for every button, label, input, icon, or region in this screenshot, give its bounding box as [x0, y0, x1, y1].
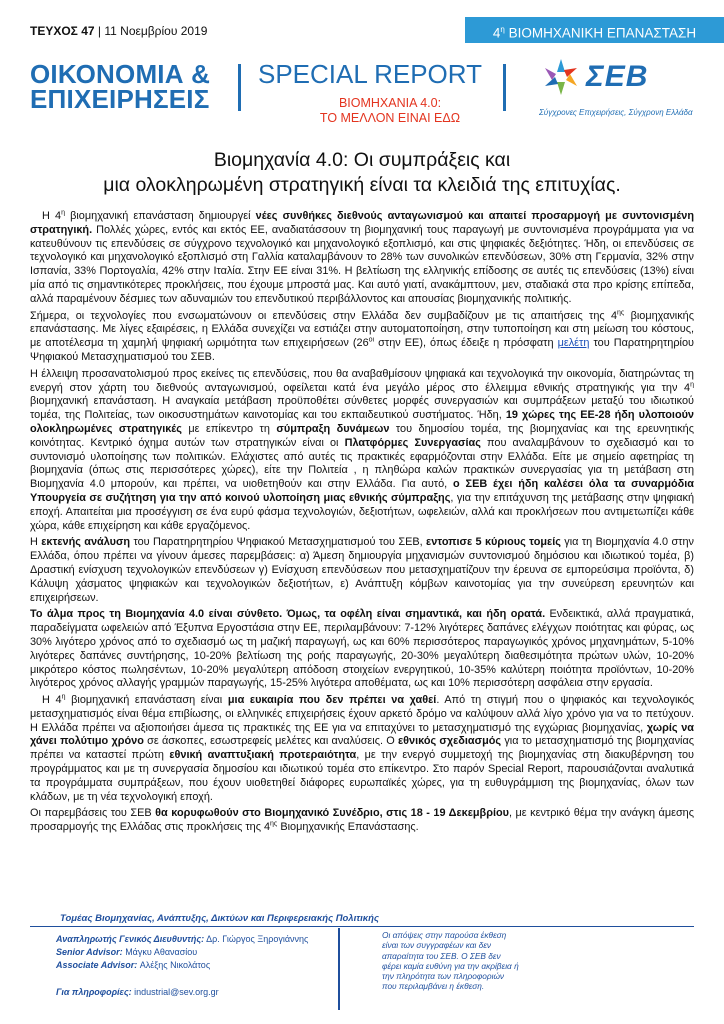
- magazine-title: [30, 59, 211, 114]
- contact-row: Για πληροφορίες: industrial@sev.org.gr: [56, 987, 219, 997]
- paragraph-7: Οι παρεμβάσεις του ΣΕΒ θα κορυφωθούν στο Βιομηχανικό Συνέδριο, στις 18 - 19 Δεκεμβρίου, με κεντρικό θέμα την ανάγκη άμεσης προσαρμογής της Ελλάδας στις προκλήσεις της $4^{\eta\varsigma}$ Βιομηχανικής Επανάστασης.: [30, 807, 694, 834]
- sev-logo-tagline: Σύγχρονες Επιχειρήσεις, Σύγχρονη Ελλάδα: [539, 108, 693, 117]
- special-report-heading: SPECIAL REPORT: [258, 59, 482, 89]
- section-tag: [465, 17, 724, 43]
- article-title: [40, 148, 684, 198]
- footer-section-title: Τομέας Βιομηχανίας, Ανάπτυξης, Δικτύων και Περιφερειακής Πολιτικής: [60, 913, 379, 924]
- divider-bar-right: [503, 64, 506, 111]
- contact-email[interactable]: industrial@sev.org.gr: [131, 987, 219, 997]
- tag-text: ΒΙΟΜΗΧΑΝΙΚΗ ΕΠΑΝΑΣΤΑΣΗ: [504, 25, 697, 41]
- paragraph-6: Η $4^\eta$ βιομηχανική επανάσταση είναι μια ευκαιρία που δεν πρέπει να χαθεί. Από τη στιγμή που ο ψηφιακός και τεχνολογικός μετασχηματισμός είναι θέμα επιβίωσης, οι ελληνικές επιχειρήσεις έχουν αρκετό δρόμο να καλύψουν αλλά λίγο χρόνο για να το πετύχουν. Η Ελλάδα πρέπει να αξιοποιήσει άμεσα τις πρακτικές της ΕΕ για να επιταχύνει το μετασχηματισμό της εγχώριας βιομηχανίας, χωρίς να χάνει πολύτιμο χρόνο σε άσκοπες, εσωστρεφείς μελέτες και αναλύσεις. Ο εθνικός σχεδιασμός για το μετασχηματισμό της βιομηχανίας πρέπει να καταστεί πρώτη εθνική αναπτυξιακή προτεραιότητα, με την ενεργό συμμετοχή της βιομηχανίας στη διακυβέρνηση του προγράμματος και με τη συνεργασία δημοσίου και ιδιωτικού τομέα στο επίκεντρο. Στο παρόν Special Report, παρουσιάζονται αναλυτικά τα προγράμματα συμπράξεων, που έχουν υιοθετηθεί διάφορες ευρωπαϊκές χώρες, για τη ευθυγράμμιση της βιομηχανίας, όλων των κλάδων, με τη νέα τεχνολογική εποχή.: [30, 693, 695, 803]
- issue-info: [30, 24, 207, 38]
- report-subtitle: [300, 96, 480, 126]
- article-body: [30, 210, 694, 838]
- issue-date: | 11 Νοεμβρίου 2019: [97, 24, 208, 38]
- magazine-title-line2: ΕΠΙΧΕΙΡΗΣΕΙΣ: [30, 84, 210, 114]
- paragraph-2: Σήμερα, οι τεχνολογίες που ενσωματώνουν οι επενδύσεις στην Ελλάδα δεν συμβαδίζουν με τις απαιτήσεις της $4^{\eta\varsigma}$ βιομηχανικής επανάστασης. Με λίγες εξαιρέσεις, η Ελλάδα συνεχίζει να εστιάζει στην αυτοματοποίηση, στην τυποποίηση και στη μείωση του κόστους, με αποτέλεσμα τη χαμηλή ψηφιακή ωριμότητα των επιχειρήσεων ($26^{o\iota}$ στην ΕΕ), όπως έδειξε η πρόσφατη μελέτη του Παρατηρητηρίου Ψηφιακού Μετασχηματισμού του ΣΕΒ.: [30, 308, 694, 363]
- tag-number: 4: [492, 25, 501, 41]
- article-title-line2: μια ολοκληρωμένη στρατηγική είναι τα κλειδιά της επιτυχίας.: [103, 174, 621, 196]
- issue-label: ΤΕΥΧΟΣ 47: [30, 24, 95, 38]
- study-link[interactable]: μελέτη: [557, 337, 590, 350]
- sev-logo-text: ΣΕΒ: [586, 60, 649, 93]
- paragraph-4: Η εκτενής ανάλυση του Παρατηρητηρίου Ψηφιακού Μετασχηματισμού του ΣΕΒ, εντοπισε 5 κύριους τομείς για τη Βιομηχανία 4.0 στην Ελλάδα, όπου πρέπει να γίνουν άμεσες παρεμβάσεις: α) Άμεση δημιουργία μηχανισμών συντονισμού δημόσιου και ιδιωτικού τομέα, β) Δραστική ενίσχυση τεχνολογικών επενδύσεων γ) Ενίσχυση επενδύσεων που μετασχηματίζουν την έρευνα σε εμπορεύσιμα προϊόντα, δ) Κάλυψη χάσματος ψηφιακών και τεχνολογικών δεξιοτήτων, ε) Ανάπτυξη κόμβων καινοτομίας για την συνεύρεση ερευνητών και επιχειρήσεων.: [30, 536, 694, 604]
- footer-credits: [56, 933, 308, 999]
- paragraph-1: Η $4^\eta$ βιομηχανική επανάσταση δημιουργεί νέες συνθήκες διεθνούς ανταγωνισμού και απαιτεί προσαρμογή με συντονισμένη στρατηγική. Πολλές χώρες, εντός και εκτός ΕΕ, αναδιατάσσουν τη βιομηχανική τους παραγωγή με συντονισμένα προγράμματα για να κατευθύνουν τις επενδύσεις σε σύγχρονο τεχνολογικό και μηχανολογικό εξοπλισμό, και στις ψηφιακές δεξιότητες. Ήδη, οι επενδύσεις σε τεχνολογικό και μηχανολογικό εξοπλισμό στη Γαλλία καταλαμβάνουν το 28% των συνολικών επενδύσεων, 30% στη Γερμανία, 32% στην Ισπανία, 33% Πορτογαλία, 42% στην Ιταλία. Στην ΕΕ είναι 31%. Η βελτίωση της ελληνικής επίδοσης σε αυτές τις επενδύσεις (13%) είναι μία από τις σημαντικότερες προκλήσεις, που έχουμε μπροστά μας. Και αυτό γιατί, ανακάμπτουν, μεν, σταδιακά στα προ κρίσης επίπεδα, αλλά παραμένουν δέσμιες των αδυναμιών του επενδυτικού περιβάλλοντος και απουσίας βιομηχανικής πολιτικής.: [30, 209, 695, 305]
- credit-row: Associate Advisor: Αλέξης Νικολάτος: [56, 960, 211, 970]
- paragraph-5: Το άλμα προς τη Βιομηχανία 4.0 είναι σύνθετο. Όμως, τα οφέλη είναι σημαντικά, και ήδη ορατά. Ενδεικτικά, αλλά πραγματικά, παραδείγματα ωφελειών από Έξυπνα Εργοστάσια στην ΕΕ, περιλαμβάνουν: 7-12% λιγότερες δαπάνες ελέγχων ποιότητας και φύρας, ως 30% λιγότερο χρόνος από το σχεδιασμό ως τη μαζική παραγωγή, ως και 60% περισσότερος παραγωγικός χρόνος μηχανημάτων, 5-10% λιγότερες δαπάνες συντήρησης, 10-20% βελτίωση της ροής παραγωγής, 20-30% μεγαλύτερη διαθεσιμότητα πρώτων υλών, 10-20% μικρότερο κόστος πωλησέντων, 10-20% μεγαλύτερη απόδοση στοιχείων ενεργητικού, 10-35% καλύτερη ποιότητα προϊόντων, 10-20% λιγότερος χρόνος αλλαγής γραμμών παραγωγής, 15-25% λιγότερα αποθέματα, ως και 10% περισσότερη ασφάλεια στην εργασία.: [30, 608, 694, 690]
- footer-vertical-divider: [338, 928, 340, 1010]
- magazine-title-line1: ΟΙΚΟΝΟΜΙΑ &: [30, 59, 211, 89]
- disclaimer-text: Οι απόψεις στην παρούσα έκθεση είναι των συγγραφέων και δεν απαραίτητα του ΣΕΒ. Ο ΣΕΒ δεν φέρει καμία ευθύνη για την ακρίβεια ή την πληρότητα των πληροφοριών που περιλαμβάνει η έκθεση.: [382, 930, 519, 992]
- report-subtitle-line2: ΤΟ ΜΕΛΛΟΝ ΕΙΝΑΙ ΕΔΩ: [319, 111, 461, 125]
- article-title-line1: Βιομηχανία 4.0: Οι συμπράξεις και: [213, 149, 511, 171]
- paragraph-3: Η έλλειψη προσανατολισμού προς εκείνες τις επενδύσεις, που θα αναβαθμίσουν ψηφιακά και τεχνολογικά την οικονομία, διατηρώντας τη ενεργή στον χάρτη του διεθνούς ανταγωνισμού, οφείλεται κατά ένα μεγάλο μέρος στο έλλειμμα εθνικής στρατηγικής για την $4^\eta$ βιομηχανική επανάσταση. Η αναγκαία μετάβαση προϋποθέτει σύνθετες μορφές συνεργασιών και συμπράξεων μεταξύ του ιδιωτικού τομέα, της Πολιτείας, των οικοσυστημάτων καινοτομίας και του εκπαιδευτικού συστήματος. Ήδη, 19 χώρες της ΕΕ-28 ήδη υλοποιούν ολοκληρωμένες στρατηγικές με επίκεντρο τη σύμπραξη δυνάμεων του δημοσίου τομέα, της βιομηχανίας και της ερευνητικής κοινότητας. Κεντρικό όχημα αυτών των στρατηγικών είναι οι Πλατφόρμες Συνεργασίας που αναλαμβάνουν το σχεδιασμό και το συντονισμό υλοποίησης των πολιτικών. Ελάχιστες από αυτές τις πρακτικές εφαρμόζονται στην Ελλάδα. Είτε με σημείο αφετηρίας τη βιομηχανία (όπως στις περισσότερες χώρες), είτε την Πολιτεία , η πληθώρα καλών πρακτικών συνεργασίας για τη μετάβαση στη Βιομηχανία 4.0 μπορούν, και πρέπει, να υιοθετηθούν και στην Ελλάδα. Για αυτό, ο ΣΕΒ έχει ήδη καλέσει όλα τα συναρμόδια Υπουργεία σε συζήτηση για την από κοινού υλοποίηση μιας εθνικής σύμπραξης, για την επιτάχυνση της μετάβασης στην ψηφιακή εποχή. Απαιτείται μια προσέγγιση σε ένα ευρύ φάσμα τεχνολογιών, δεξιοτήτων, ωφελειών, αλλά και προκλήσεων που αντιμετωπίζει κάθε χώρα, κάθε επιχείρηση και κάθε εργαζόμενος.: [30, 367, 695, 532]
- footer-divider: [30, 926, 694, 927]
- report-subtitle-line1: ΒΙΟΜΗΧΑΝΙΑ 4.0:: [338, 96, 442, 110]
- divider-bar-left: [238, 64, 241, 111]
- credit-row: Αναπληρωτής Γενικός Διευθυντής: Δρ. Γιώργος Ξηρογιάννης: [56, 934, 309, 944]
- credit-row: Senior Advisor: Μάγκυ Αθανασίου: [56, 947, 198, 957]
- tag-sup: η: [500, 25, 505, 34]
